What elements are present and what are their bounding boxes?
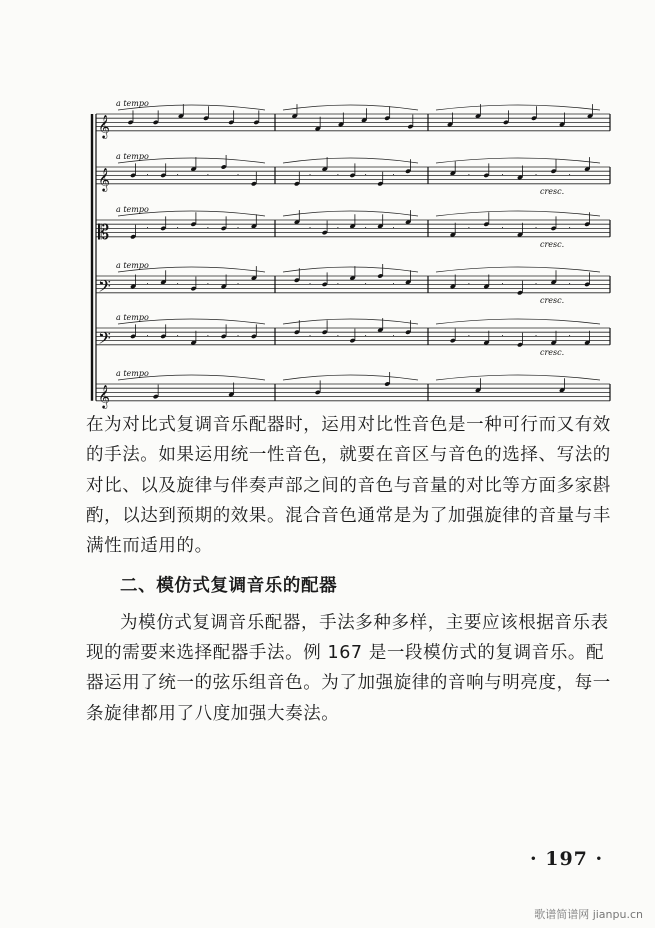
slur	[283, 319, 418, 324]
rest-icon: ·	[392, 279, 395, 289]
rest-icon: ·	[364, 331, 367, 341]
rest-icon: ·	[146, 170, 149, 180]
rest-icon: ·	[236, 223, 240, 233]
rest-icon: ·	[146, 279, 149, 289]
paragraph-imitative-orchestration: 为模仿式复调音乐配器，手法多种多样，主要应该根据音乐表现的需要来选择配器手法。例 167 是一段模仿式的复调音乐。配器运用了统一的弦乐组音色。为了加强旋律的音响与明亮度，每一条旋律都用了八度加强大奏法。	[86, 612, 611, 724]
music-score	[70, 92, 615, 417]
slur	[436, 105, 600, 110]
slur	[436, 319, 600, 324]
rest-icon: ·	[501, 170, 504, 180]
slur	[436, 267, 600, 272]
slur	[283, 267, 418, 272]
rest-icon: ·	[336, 223, 340, 233]
clef-icon: 𝄞	[98, 383, 110, 408]
rest-icon: ·	[392, 331, 395, 341]
rest-icon: ·	[534, 223, 538, 233]
rest-icon: ·	[336, 279, 340, 289]
slur	[283, 375, 418, 380]
rest-icon: ·	[206, 279, 210, 289]
cresc-marking: cresc.	[540, 295, 565, 305]
rest-icon: ·	[176, 223, 179, 233]
rest-icon: ·	[364, 223, 367, 233]
rest-icon: ·	[308, 279, 312, 289]
rest-icon: ·	[206, 223, 210, 233]
rest-icon: ·	[568, 170, 571, 180]
rest-icon: ·	[206, 331, 210, 341]
rest-icon: ·	[364, 170, 367, 180]
tempo-marking: a tempo	[116, 261, 149, 270]
cresc-marking: cresc.	[540, 239, 565, 249]
rest-icon: ·	[568, 331, 571, 341]
tempo-marking: a tempo	[116, 369, 149, 378]
slur	[283, 158, 418, 163]
site-watermark: 歌谱简谱网 jianpu.cn	[534, 908, 643, 921]
rest-icon: ·	[364, 279, 367, 289]
tempo-marking: a tempo	[116, 313, 149, 322]
section-heading: 二、模仿式复调音乐的配器	[120, 576, 338, 597]
rest-icon: ·	[534, 170, 538, 180]
rest-icon: ·	[568, 223, 571, 233]
rest-icon: ·	[176, 170, 179, 180]
rest-icon: ·	[308, 223, 312, 233]
rest-icon: ·	[308, 170, 312, 180]
paragraph-contrast-orchestration: 在为对比式复调音乐配器时，运用对比性音色是一种可行而又有效的手法。如果运用统一性音色，就要在音区与音色的选择、写法的对比、以及旋律与伴奏声部之间的音色与音量的对比等方面多家斟酌，以达到预期的效果。混合音色通常是为了加强旋律的音量与丰满性而适用的。	[86, 415, 611, 557]
rest-icon: ·	[176, 331, 179, 341]
rest-icon: ·	[467, 331, 471, 341]
rest-icon: ·	[236, 279, 240, 289]
rest-icon: ·	[336, 170, 340, 180]
tempo-marking: a tempo	[116, 99, 149, 108]
rest-icon: ·	[176, 279, 179, 289]
rest-icon: ·	[467, 279, 471, 289]
rest-icon: ·	[146, 223, 149, 233]
rest-icon: ·	[146, 331, 149, 341]
rest-icon: ·	[236, 331, 240, 341]
staff-6	[96, 384, 610, 409]
slur	[283, 105, 418, 110]
rest-icon: ·	[501, 223, 504, 233]
clef-icon: 𝄞	[98, 166, 110, 191]
tempo-marking: a tempo	[116, 205, 149, 214]
rest-icon: ·	[308, 331, 312, 341]
rest-icon: ·	[206, 170, 210, 180]
rest-icon: ·	[534, 331, 538, 341]
slur	[436, 211, 600, 216]
clef-icon: 𝄢	[98, 327, 111, 352]
slur	[436, 158, 600, 163]
rest-icon: ·	[534, 279, 538, 289]
staff-3	[96, 220, 610, 244]
tempo-marking: a tempo	[116, 152, 149, 161]
clef-icon: 𝄞	[98, 113, 110, 138]
rest-icon: ·	[467, 170, 471, 180]
rest-icon: ·	[336, 331, 340, 341]
slur	[283, 211, 418, 216]
rest-icon: ·	[501, 279, 504, 289]
rest-icon: ·	[501, 331, 504, 341]
body-text	[86, 410, 616, 729]
clef-icon: 𝄡	[98, 219, 110, 244]
rest-icon: ·	[392, 223, 395, 233]
staff-2	[96, 167, 610, 192]
rest-icon: ·	[467, 223, 471, 233]
cresc-marking: cresc.	[540, 347, 565, 357]
page-number: · 197 ·	[530, 848, 604, 870]
cresc-marking: cresc.	[540, 186, 565, 196]
rest-icon: ·	[392, 170, 395, 180]
rest-icon: ·	[236, 170, 240, 180]
clef-icon: 𝄢	[98, 275, 111, 300]
slur	[436, 375, 600, 380]
rest-icon: ·	[568, 279, 571, 289]
